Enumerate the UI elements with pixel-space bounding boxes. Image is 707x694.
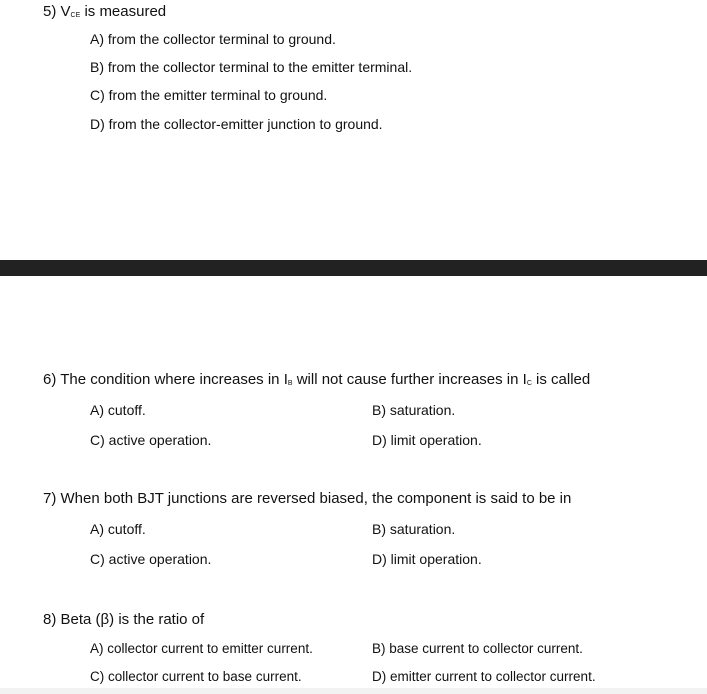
- q7-option-d: D) limit operation.: [372, 551, 482, 567]
- question-5-subscript: CE: [70, 12, 81, 19]
- question-6-sub2: C: [526, 380, 532, 387]
- question-5-variable: V: [60, 3, 71, 20]
- q5-option-b: B) from the collector terminal to the emitter terminal.: [90, 59, 413, 75]
- q8-option-a: A) collector current to emitter current.: [90, 641, 313, 656]
- question-6-part2: will not cause further increases in I: [296, 371, 527, 388]
- q8-option-c: C) collector current to base current.: [90, 669, 302, 684]
- page-divider: [0, 260, 707, 276]
- page-bottom-edge: [0, 688, 707, 694]
- question-6-stem: [43, 371, 590, 388]
- q7-option-c: C) active operation.: [90, 551, 212, 567]
- q8-option-d: D) emitter current to collector current.: [372, 669, 596, 684]
- q6-option-a: A) cutoff.: [90, 402, 146, 418]
- q7-option-b: B) saturation.: [372, 521, 456, 537]
- q5-option-d: D) from the collector-emitter junction to ground.: [90, 116, 383, 132]
- q7-option-a: A) cutoff.: [90, 521, 146, 537]
- q8-option-b: B) base current to collector current.: [372, 641, 583, 656]
- question-5-rest: is measured: [84, 3, 167, 20]
- q5-option-c: C) from the emitter terminal to ground.: [90, 87, 328, 103]
- question-8-stem: 8) Beta (β) is the ratio of: [43, 611, 205, 628]
- question-7-stem: 7) When both BJT junctions are reversed biased, the component is said to be in: [43, 490, 572, 507]
- q5-option-a: A) from the collector terminal to ground.: [90, 31, 336, 47]
- q6-option-c: C) active operation.: [90, 432, 212, 448]
- question-6-part3: is called: [536, 371, 591, 388]
- question-6-part1: 6) The condition where increases in I: [43, 371, 288, 388]
- q6-option-d: D) limit operation.: [372, 432, 482, 448]
- question-5-number: 5): [43, 3, 57, 20]
- question-6-sub1: B: [287, 380, 293, 387]
- question-5-stem: [43, 3, 166, 20]
- q6-option-b: B) saturation.: [372, 402, 456, 418]
